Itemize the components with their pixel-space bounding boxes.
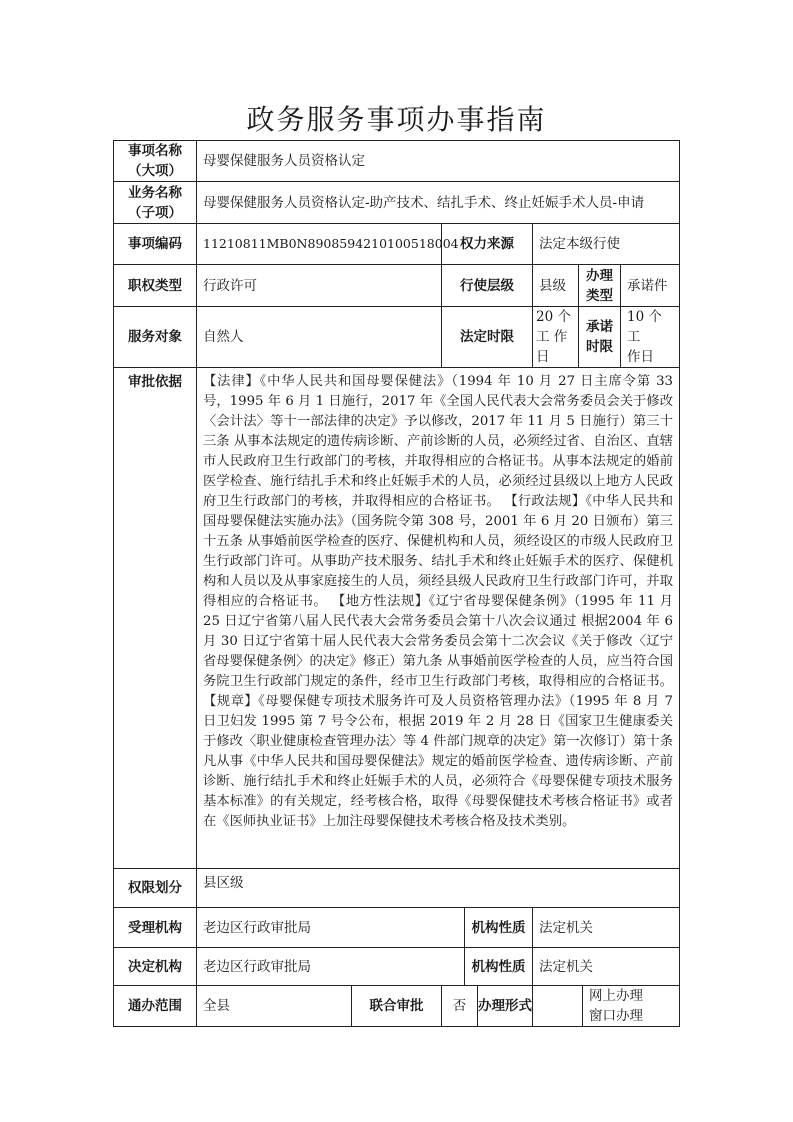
deciding-agency-value: 老边区行政审批局 (197, 948, 465, 986)
promise-limit-value: 10 个工 作日 (621, 307, 680, 368)
accepting-nature-value: 法定机关 (533, 908, 680, 948)
jurisdiction-value: 县区级 (197, 869, 680, 908)
row-deciding-agency (114, 948, 680, 986)
level-label: 行使层级 (442, 265, 533, 307)
scope-value: 全县 联合审批 (197, 986, 442, 1027)
row-item-name (114, 141, 680, 182)
accepting-nature-label: 机构性质 (465, 908, 533, 948)
row-power-type (114, 265, 680, 307)
deciding-nature-label: 机构性质 (465, 948, 533, 986)
authority-value: 法定本级行使 (533, 224, 680, 265)
joint-approval-value: 否 办理形式 (442, 986, 533, 1027)
row-jurisdiction (114, 869, 680, 908)
power-type-value: 行政许可 (197, 265, 442, 307)
handling-form-label: 办理形式 (477, 986, 532, 1026)
power-type-label: 职权类型 (114, 265, 197, 307)
handling-type-label: 办理 类型 (579, 265, 621, 307)
approval-basis-label: 审批依据 (114, 368, 197, 869)
sub-item-label: 业务名称 （子项） (114, 182, 197, 224)
item-name-label: 事项名称 （大项） (114, 141, 197, 182)
deciding-nature-value: 法定机关 (533, 948, 680, 986)
page-title: 政务服务事项办事指南 (246, 103, 547, 136)
service-target-value: 自然人 (197, 307, 442, 368)
authority-label: 权力来源 (442, 224, 533, 265)
service-target-label: 服务对象 (114, 307, 197, 368)
approval-basis-text: 【法律】《中华人民共和国母婴保健法》（1994 年 10 月 27 日主席令第 33 号，1995 年 6 月 1 日施行，2017 年《全国人民代表大会常务委员会关于修改〈会计法〉等十一部法律的决定》予以修改，2017 年 11 月 5 日施行）第三十三条 从事本法规定的遗传病诊断、产前诊断的人员，必须经过省、自治区、直辖市人民政府卫生行政部门的考核，并取得相应的合格证书。从事本法规定的婚前医学检查、施行结扎手术和终止妊娠手术的人员，必须经过县级以上地方人民政府卫生行政部门的考核，并取得相应的合格证书。 【行政法规】《中华人民共和国母婴保健法实施办法》（国务院令第 308 号，2001 年 6 月 20 日颁布）第三十五条 从事婚前医学检查的医疗、保健机构和人员，须经设区的市级人民政府卫生行政部门许可。从事助产技术服务、结扎手术和终止妊娠手术的医疗、保健机构和人员以及从事家庭接生的人员，须经县级人民政府卫生行政部门许可，并取得相应的合格证书。 【地方性法规】《辽宁省母婴保健条例》（1995 年 11 月 25 日辽宁省第八届人民代表大会常务委员会第十八次会议通过 根据2004 年 6 月 30 日辽宁省第十届人民代表大会常务委员会第十二次会议《关于修改〈辽宁省母婴保健条例〉的决定》修正）第九条 从事婚前医学检查的人员，应当符合国务院卫生行政部门规定的条件，经市卫生行政部门考核，取得相应的合格证书。【规章】《母婴保健专项技术服务许可及人员资格管理办法》（1995 年 8 月 7 日卫妇发 1995 第 7 号令公布，根据 2019 年 2 月 28 日《国家卫生健康委关于修改〈职业健康检查管理办法〉等 4 件部门规章的决定》第一次修订）第十条 凡从事《中华人民共和国母婴保健法》规定的婚前医学检查、遗传病诊断、产前诊断、施行结扎手术和终止妊娠手术的人员，必须符合《母婴保健专项技术服务基本标准》的有关规定，经考核合格，取得《母婴保健技术考核合格证书》或者在《医师执业证书》上加注母婴保健技术考核合格及技术类别。 (197, 368, 680, 869)
row-item-code (114, 224, 680, 265)
jurisdiction-label: 权限划分 (114, 869, 197, 908)
row-approval-basis (114, 368, 680, 869)
accepting-agency-value: 老边区行政审批局 (197, 908, 465, 948)
accepting-agency-label: 受理机构 (114, 908, 197, 948)
guide-table (113, 140, 680, 1027)
handling-type-value: 承诺件 (621, 265, 680, 307)
legal-limit-label: 法定时限 (442, 307, 533, 368)
row-sub-item (114, 182, 680, 224)
row-service-target (114, 307, 680, 368)
row-accepting-agency (114, 908, 680, 948)
level-value: 县级 (533, 265, 579, 307)
sub-item-value: 母婴保健服务人员资格认定-助产技术、结扎手术、终止妊娠手术人员-申请 (197, 182, 680, 224)
row-scope (114, 986, 680, 1027)
deciding-agency-label: 决定机构 (114, 948, 197, 986)
item-name-value: 母婴保健服务人员资格认定 (197, 141, 680, 182)
handling-form-value: 网上办理 窗口办理 (533, 986, 680, 1027)
joint-approval-label: 联合审批 (351, 986, 441, 1026)
promise-limit-label: 承诺 时限 (579, 307, 621, 368)
item-code-label: 事项编码 (114, 224, 197, 265)
legal-limit-value: 20 个 工 作 日 (533, 307, 579, 368)
scope-label: 通办范围 (114, 986, 197, 1027)
item-code-value: 11210811MB0N8908594210100518004 (197, 224, 442, 265)
